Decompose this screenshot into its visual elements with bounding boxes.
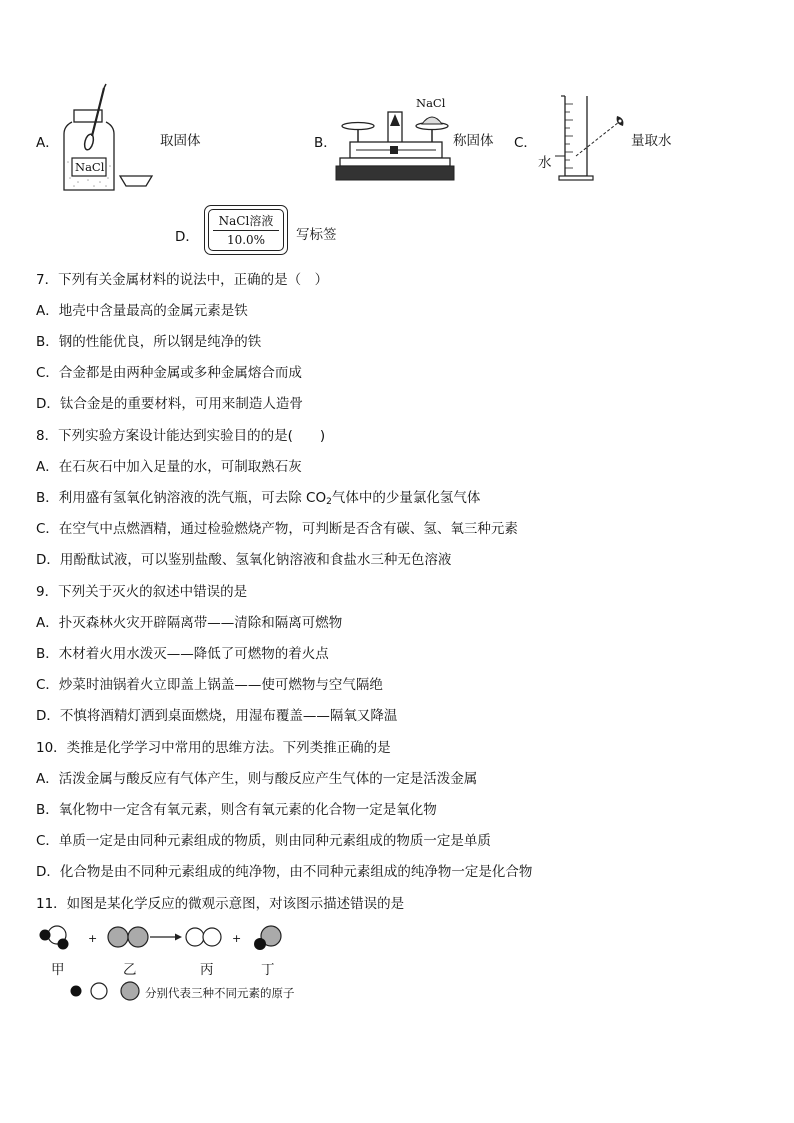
- option-b-letter: B．: [314, 135, 337, 151]
- atom-legend-icons: [64, 981, 144, 1003]
- option-a: A．在石灰石中加入足量的水，可制取熟石灰: [36, 459, 302, 475]
- question-stem: 9．下列关于灭火的叙述中错误的是: [36, 584, 248, 600]
- reagent-tag: [204, 205, 288, 255]
- option-c: C．合金都是由两种金属或多种金属熔合而成: [36, 365, 302, 381]
- option-a: A．活泼金属与酸反应有气体产生，则与酸反应产生气体的一定是活泼金属: [36, 771, 478, 787]
- label-yi: 乙: [123, 962, 137, 978]
- option-b-post: 气体中的少量氯化氢气体: [331, 490, 481, 506]
- label-jia: 甲: [51, 962, 65, 978]
- option-a-label: 取固体: [160, 133, 201, 149]
- option-d: D．用酚酞试液，可以鉴别盐酸、氢氧化钠溶液和食盐水三种无色溶液: [36, 552, 452, 568]
- jar-label: NaCl: [75, 160, 105, 174]
- reaction-diagram: [36, 922, 296, 956]
- molecule-jia: [40, 926, 69, 950]
- option-c: C．在空气中点燃酒精，通过检验燃烧产物，可判断是否含有碳、氢、氧三种元素: [36, 521, 518, 537]
- label-bing: 丙: [200, 962, 214, 978]
- molecule-bing: [186, 928, 221, 946]
- tag-solution-name: NaCl溶液: [218, 214, 274, 228]
- option-a: A．扑灭森林火灾开辟隔离带——清除和隔离可燃物: [36, 615, 343, 631]
- question-stem: 11．如图是某化学反应的微观示意图，对该图示描述错误的是: [36, 896, 405, 912]
- option-b: B．木材着火用水泼灭——降低了可燃物的着火点: [36, 646, 329, 662]
- plus-sign: +: [88, 932, 98, 945]
- option-a: A．地壳中含量最高的金属元素是铁: [36, 303, 248, 319]
- reagent-bottle-spoon-illustration: [58, 86, 158, 196]
- option-b-label: 称固体: [453, 133, 494, 149]
- molecule-ding: [254, 926, 281, 950]
- option-c: C．炒菜时油锅着火立即盖上锅盖——使可燃物与空气隔绝: [36, 677, 383, 693]
- co2-subscript: 2: [326, 497, 332, 507]
- option-b: [36, 489, 480, 511]
- option-d-letter: D．: [175, 229, 199, 245]
- reagent-tag-inner: [208, 209, 284, 251]
- option-d-label: 写标签: [296, 227, 337, 243]
- legend-text: 分别代表三种不同元素的原子: [145, 986, 295, 1000]
- option-b-pre: B．利用盛有氢氧化钠溶液的洗气瓶，可去除 CO: [36, 490, 327, 506]
- molecule-yi: [108, 927, 148, 947]
- option-c: C．单质一定是由同种元素组成的物质，则由同种元素组成的物质一定是单质: [36, 833, 491, 849]
- option-d: D．化合物是由不同种元素组成的纯净物，由不同种元素组成的纯净物一定是化合物: [36, 864, 533, 880]
- plus-sign: +: [232, 932, 242, 945]
- water-label: 水: [538, 155, 552, 171]
- option-d: D．不慎将酒精灯洒到桌面燃烧，用湿布覆盖——隔氧又降温: [36, 708, 398, 724]
- question-stem: 7．下列有关金属材料的说法中，正确的是（ ）: [36, 272, 329, 288]
- option-a-letter: A．: [36, 135, 59, 151]
- graduated-cylinder-illustration: [555, 92, 635, 187]
- option-d: D．钛合金是的重要材料，可用来制造人造骨: [36, 396, 303, 412]
- question-stem: 8．下列实验方案设计能达到实验目的的是( ): [36, 428, 326, 444]
- option-b: B．氧化物中一定含有氧元素，则含有氧元素的化合物一定是氧化物: [36, 802, 437, 818]
- label-ding: 丁: [261, 962, 275, 978]
- question-stem: 10．类推是化学学习中常用的思维方法。下列类推正确的是: [36, 740, 391, 756]
- grey-atom-icon: [121, 982, 139, 1000]
- pan-label: NaCl: [416, 96, 446, 110]
- black-atom-icon: [71, 986, 82, 997]
- option-c-letter: C．: [514, 135, 537, 151]
- tag-divider: [213, 230, 279, 231]
- option-b: B．钢的性能优良，所以钢是纯净的铁: [36, 334, 262, 350]
- option-c-label: 量取水: [631, 133, 672, 149]
- white-atom-icon: [91, 983, 107, 999]
- reaction-arrow: [150, 934, 182, 941]
- tag-concentration: 10.0%: [226, 233, 266, 247]
